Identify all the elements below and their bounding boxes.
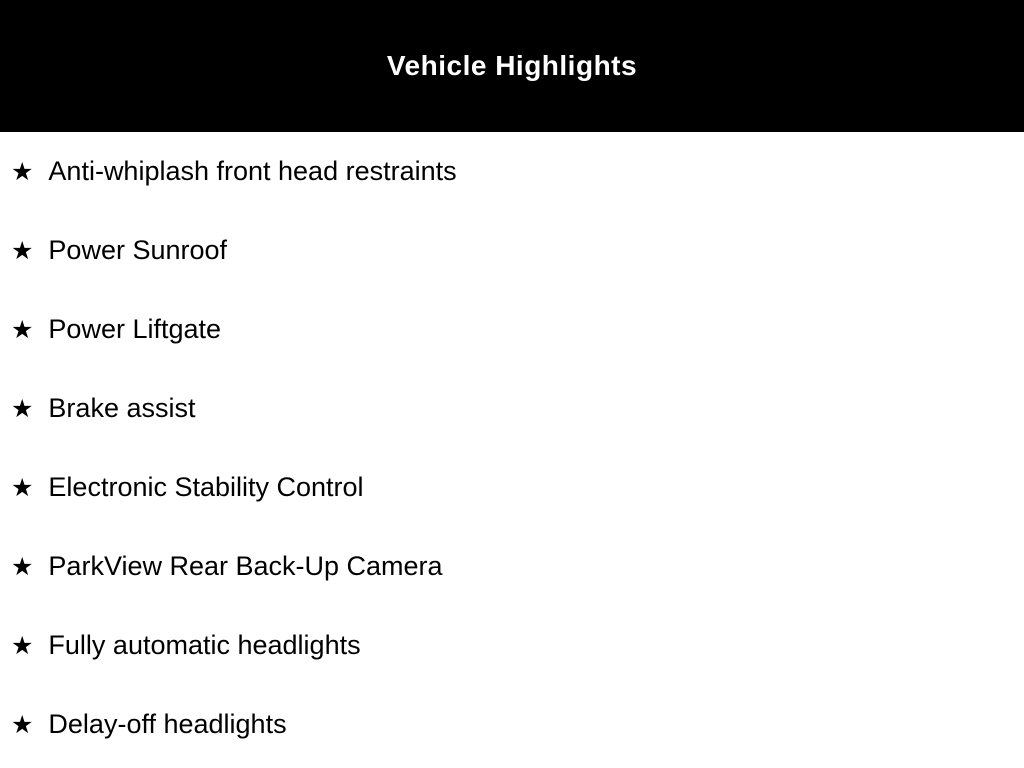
star-icon: ★ <box>11 711 34 739</box>
list-item-label: Power Liftgate <box>48 314 222 344</box>
list-item <box>0 132 1024 211</box>
list-item <box>0 606 1024 685</box>
list-item-label: ParkView Rear Back-Up Camera <box>48 551 443 581</box>
list-item-label: Power Sunroof <box>48 235 228 265</box>
page-title: Vehicle Highlights <box>386 50 638 81</box>
list-item <box>0 211 1024 290</box>
star-icon: ★ <box>11 553 34 581</box>
list-item-label: Fully automatic headlights <box>48 630 361 660</box>
star-icon: ★ <box>11 474 34 502</box>
star-icon: ★ <box>11 632 34 660</box>
list-item <box>0 369 1024 448</box>
star-icon: ★ <box>11 158 34 186</box>
list-item-label: Anti-whiplash front head restraints <box>48 156 457 186</box>
star-icon: ★ <box>11 395 34 423</box>
list-item-label: Delay-off headlights <box>48 709 287 739</box>
list-item <box>0 685 1024 764</box>
list-item <box>0 527 1024 606</box>
star-icon: ★ <box>11 237 34 265</box>
star-icon: ★ <box>11 316 34 344</box>
vehicle-highlights-list <box>0 132 1024 764</box>
list-item-label: Electronic Stability Control <box>48 472 364 502</box>
header-bar <box>0 0 1024 132</box>
list-item <box>0 290 1024 369</box>
list-item-label: Brake assist <box>48 393 196 423</box>
list-item <box>0 448 1024 527</box>
